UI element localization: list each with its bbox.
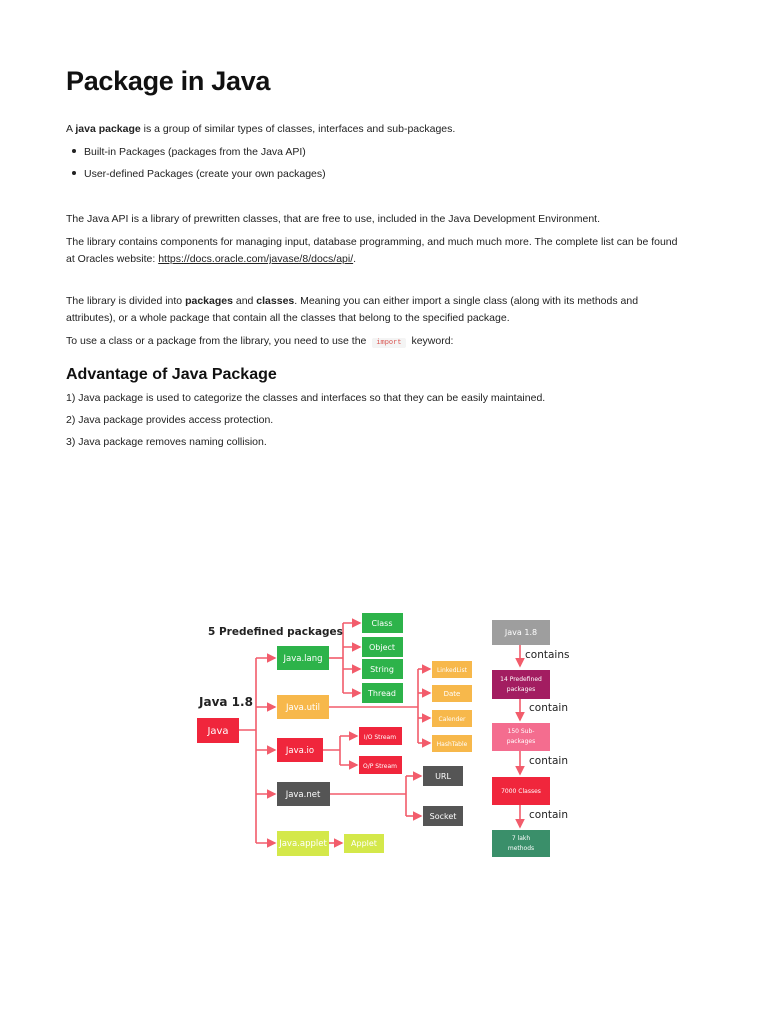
class-label-socket: Socket xyxy=(429,812,457,821)
advantage-item-2: 2) Java package provides access protection. xyxy=(66,414,274,426)
import-keyword: import xyxy=(372,338,405,348)
api-paragraph: The Java API is a library of prewritten classes, that are free to use, included in the Java Development Environment. xyxy=(66,213,601,225)
stats-label-version: Java 1.8 xyxy=(504,628,538,637)
class-label-calender: Calender xyxy=(438,716,466,723)
package-label-lang: Java.lang xyxy=(283,654,323,664)
class-label-thread: Thread xyxy=(368,689,396,698)
stats-label-methods-line1: 7 lakh xyxy=(511,835,531,842)
stats-contains-1: contains xyxy=(525,649,570,661)
advantage-item-1: 1) Java package is used to categorize the classes and interfaces so that they can be easily maintained. xyxy=(66,392,546,404)
stats-contains-4: contain xyxy=(529,809,568,821)
package-label-io: Java.io xyxy=(285,746,315,756)
class-label-url: URL xyxy=(435,772,451,781)
stats-label-packages-line1: 14 Predefined xyxy=(500,676,542,683)
stats-box-packages xyxy=(492,670,550,699)
package-label-util: Java.util xyxy=(285,703,321,713)
advantage-item-3: 3) Java package removes naming collision. xyxy=(66,436,267,448)
oracle-docs-link[interactable]: https://docs.oracle.com/javase/8/docs/api/ xyxy=(158,253,354,265)
package-label-applet: Java.applet xyxy=(279,839,327,849)
class-label-op-stream: O/P Stream xyxy=(363,763,397,770)
advantage-heading: Advantage of Java Package xyxy=(66,366,277,383)
import-paragraph: To use a class or a package from the library, you need to use the import keyword: xyxy=(66,335,454,347)
class-label-date: Date xyxy=(443,690,461,698)
class-label-linkedlist: LinkedList xyxy=(436,667,468,674)
class-label-hashtable: HashTable xyxy=(436,741,468,748)
stats-contains-3: contain xyxy=(529,755,568,767)
class-label-io-stream: I/O Stream xyxy=(363,734,397,741)
stats-contains-2: contain xyxy=(529,702,568,714)
package-label-net: Java.net xyxy=(285,790,321,800)
divided-paragraph: The library is divided into packages and classes. Meaning you can either import a single class (along with its methods and attributes), or a whole package that contain all the classes that belong to the specified package. xyxy=(66,295,639,324)
stats-label-packages-line2: packages xyxy=(506,686,536,693)
page-title: Package in Java xyxy=(66,66,271,96)
stats-label-classes: 7000 Classes xyxy=(501,788,541,795)
diagram-heading: 5 Predefined packages xyxy=(208,626,343,638)
stats-label-methods-line2: methods xyxy=(507,845,535,852)
class-label-class: Class xyxy=(371,619,393,628)
intro-bold-term: java package xyxy=(75,123,141,135)
class-label-applet: Applet xyxy=(351,839,377,848)
library-paragraph: The library contains components for managing input, database programming, and much much more. The complete list can be found at Oracles website: https://docs.oracle.com/javase/8/docs/api/. xyxy=(66,236,678,265)
bullet-item-user-defined: User-defined Packages (create your own packages) xyxy=(72,166,326,182)
class-label-string: String xyxy=(370,665,394,674)
class-label-object: Object xyxy=(368,643,396,652)
stats-label-subpackages-line1: 150 Sub- xyxy=(507,728,535,735)
root-java-label: Java xyxy=(207,726,229,737)
diagram-version-label: Java 1.8 xyxy=(199,695,253,709)
stats-label-subpackages-line2: packages xyxy=(506,738,536,745)
intro-paragraph: A java package is a group of similar types of classes, interfaces and sub-packages. xyxy=(66,123,456,135)
bullet-item-builtin: Built-in Packages (packages from the Java API) xyxy=(72,144,306,160)
